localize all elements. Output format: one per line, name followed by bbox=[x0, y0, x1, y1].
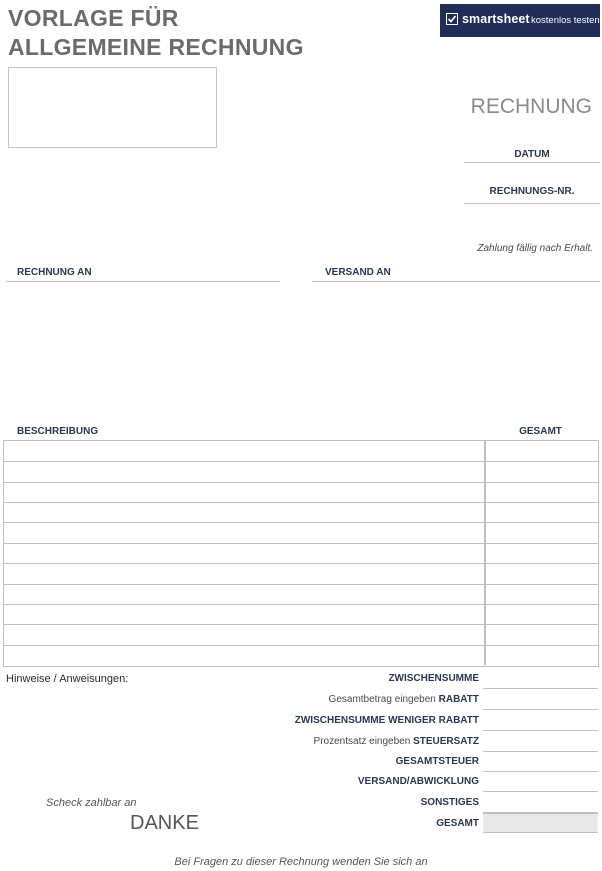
total-cell[interactable] bbox=[484, 441, 598, 461]
table-row bbox=[4, 584, 598, 604]
table-row bbox=[4, 543, 598, 563]
invoice-number-label: RECHNUNGS-NR. bbox=[489, 186, 575, 197]
total-cell[interactable] bbox=[484, 585, 598, 604]
total-cell[interactable] bbox=[484, 544, 598, 563]
notes-label: Hinweise / Anweisungen: bbox=[6, 673, 129, 685]
checkmark-icon bbox=[446, 13, 458, 25]
description-cell[interactable] bbox=[4, 625, 484, 644]
ship-to-divider bbox=[312, 281, 600, 282]
date-field[interactable] bbox=[464, 162, 600, 163]
total-header: GESAMT bbox=[519, 426, 562, 437]
discount-label: Gesamtbetrag eingeben RABATT bbox=[328, 694, 479, 705]
description-cell[interactable] bbox=[4, 564, 484, 583]
thank-you-text: DANKE bbox=[130, 812, 199, 834]
description-header: BESCHREIBUNG bbox=[17, 426, 99, 437]
table-row bbox=[4, 563, 598, 583]
description-cell[interactable] bbox=[4, 544, 484, 563]
table-row bbox=[4, 645, 598, 665]
shipping-label: VERSAND/ABWICKLUNG bbox=[357, 776, 479, 787]
description-cell[interactable] bbox=[4, 646, 484, 665]
logo-placeholder[interactable] bbox=[8, 67, 217, 148]
subtotal-label: ZWISCHENSUMME bbox=[388, 673, 479, 684]
table-row bbox=[4, 441, 598, 461]
total-tax-label: GESAMTSTEUER bbox=[395, 756, 479, 767]
payment-terms: Zahlung fällig nach Erhalt. bbox=[477, 243, 593, 254]
smartsheet-banner[interactable] bbox=[440, 4, 600, 37]
invoice-heading: RECHNUNG bbox=[470, 95, 592, 118]
grand-total-field[interactable] bbox=[483, 813, 598, 833]
shipping-field[interactable] bbox=[483, 791, 598, 792]
table-row bbox=[4, 461, 598, 481]
total-cell[interactable] bbox=[484, 483, 598, 502]
discount-field[interactable] bbox=[483, 709, 598, 710]
bill-to-label: RECHNUNG AN bbox=[17, 267, 92, 278]
table-row bbox=[4, 624, 598, 644]
total-cell[interactable] bbox=[484, 625, 598, 644]
line-items-table bbox=[3, 440, 599, 667]
other-label: SONSTIGES bbox=[420, 797, 479, 808]
table-row bbox=[4, 502, 598, 522]
bill-to-area[interactable] bbox=[6, 286, 280, 411]
grand-total-label: GESAMT bbox=[436, 818, 479, 829]
description-cell[interactable] bbox=[4, 585, 484, 604]
tax-rate-field[interactable] bbox=[483, 751, 598, 752]
document-title: VORLAGE FÜR ALLGEMEINE RECHNUNG bbox=[8, 5, 304, 60]
total-cell[interactable] bbox=[484, 462, 598, 481]
brand-name: smartsheet bbox=[462, 12, 530, 26]
total-cell[interactable] bbox=[484, 605, 598, 624]
check-payable-label: Scheck zahlbar an bbox=[46, 797, 137, 809]
footer-contact-text: Bei Fragen zu dieser Rechnung wenden Sie sich an bbox=[174, 856, 428, 868]
description-cell[interactable] bbox=[4, 462, 484, 481]
subtotal-less-discount-field[interactable] bbox=[483, 730, 598, 731]
invoice-number-field[interactable] bbox=[464, 203, 600, 204]
subtotal-field[interactable] bbox=[483, 688, 598, 689]
description-cell[interactable] bbox=[4, 483, 484, 502]
total-tax-field[interactable] bbox=[483, 771, 598, 772]
free-trial-link[interactable]: kostenlos testen bbox=[531, 15, 600, 26]
total-cell[interactable] bbox=[484, 564, 598, 583]
ship-to-label: VERSAND AN bbox=[325, 267, 391, 278]
description-cell[interactable] bbox=[4, 523, 484, 542]
table-row bbox=[4, 604, 598, 624]
description-cell[interactable] bbox=[4, 441, 484, 461]
subtotal-less-discount-label: ZWISCHENSUMME WENIGER RABATT bbox=[294, 715, 479, 726]
total-cell[interactable] bbox=[484, 646, 598, 665]
ship-to-area[interactable] bbox=[312, 286, 600, 411]
description-cell[interactable] bbox=[4, 605, 484, 624]
total-cell[interactable] bbox=[484, 503, 598, 522]
total-cell[interactable] bbox=[484, 523, 598, 542]
table-row bbox=[4, 522, 598, 542]
table-row bbox=[4, 482, 598, 502]
tax-rate-label: Prozentsatz eingeben STEUERSATZ bbox=[313, 736, 479, 747]
date-label: DATUM bbox=[514, 149, 550, 160]
smartsheet-logo bbox=[446, 12, 530, 26]
bill-to-divider bbox=[6, 281, 280, 282]
description-cell[interactable] bbox=[4, 503, 484, 522]
